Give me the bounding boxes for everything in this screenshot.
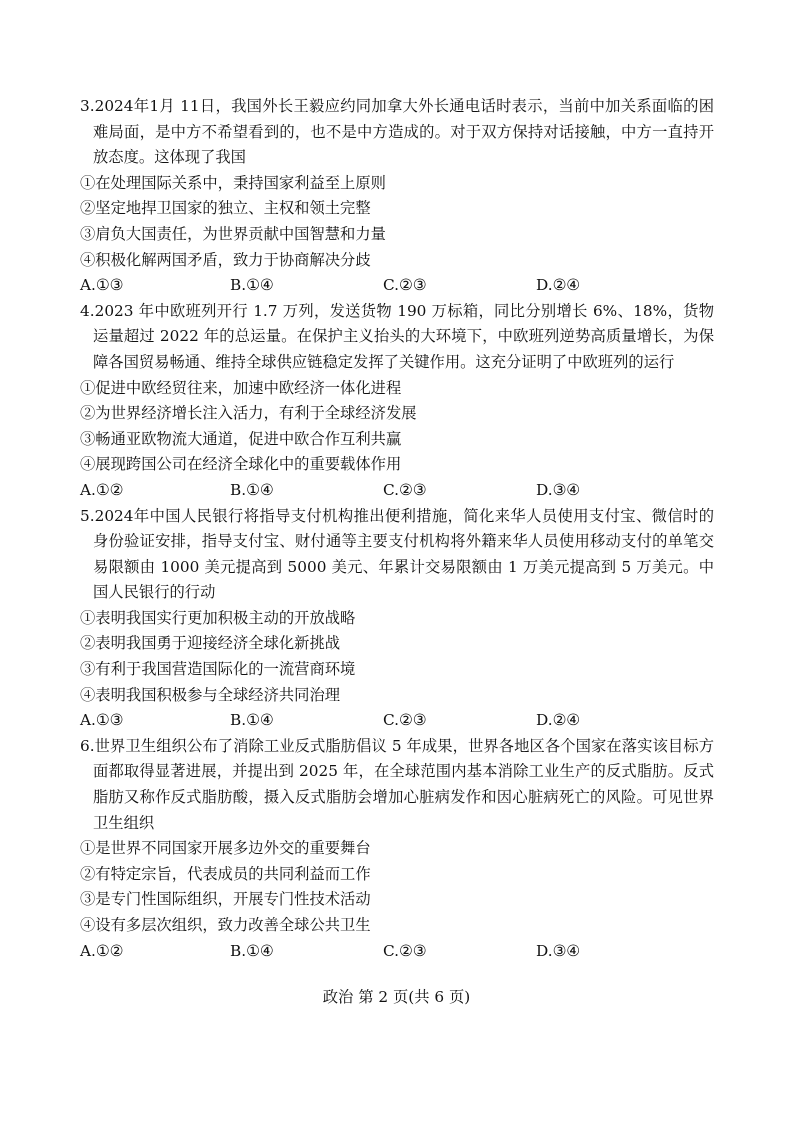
question-stem: 4.2023 年中欧班列开行 1.7 万列，发送货物 190 万标箱，同比分别增长 6%、18%，货物运量超过 2022 年的总运量。在保护主义抬头的大环境下，中欧班列逆势高质量增长，为保障各国贸易畅通、维持全球供应链稳定发挥了关键作用。这充分证明了中欧班列的运行	[80, 301, 714, 371]
statement: ③有利于我国营造国际化的一流营商环境	[80, 660, 356, 679]
question-stem: 5.2024年中国人民银行将指导支付机构推出便利措施，简化来华人员使用支付宝、微信时的身份验证安排，指导支付宝、财付通等主要支付机构将外籍来华人员使用移动支付的单笔交易限额由 1000 美元提高到 5000 美元、年累计交易限额由 1 万美元提高到 5 万美元。中国人民银行的行动	[80, 506, 714, 602]
option-d: D.②④	[536, 711, 581, 730]
question-3	[80, 94, 714, 299]
question-5	[80, 504, 714, 734]
statement: ①是世界不同国家开展多边外交的重要舞台	[80, 839, 371, 858]
option-c: C.②③	[383, 276, 427, 295]
option-b: B.①④	[230, 941, 274, 960]
statement: ④积极化解两国矛盾，致力于协商解决分歧	[80, 250, 371, 269]
option-b: B.①④	[230, 480, 274, 499]
option-d: D.②④	[536, 276, 581, 295]
statement: ①在处理国际关系中，秉持国家利益至上原则	[80, 173, 386, 192]
page-footer: 政治 第 2 页(共 6 页)	[322, 988, 471, 1006]
statement: ②有特定宗旨，代表成员的共同利益而工作	[80, 864, 371, 883]
statement: ②为世界经济增长注入活力，有利于全球经济发展	[80, 404, 417, 423]
option-c: C.②③	[383, 711, 427, 730]
question-list	[80, 94, 714, 964]
option-a: A.①③	[80, 711, 124, 730]
option-a: A.①②	[80, 480, 124, 499]
answer-options	[80, 478, 714, 504]
statement: ③肩负大国责任，为世界贡献中国智慧和力量	[80, 224, 386, 243]
statement: ①促进中欧经贸往来，加速中欧经济一体化进程	[80, 378, 402, 397]
option-b: B.①④	[230, 711, 274, 730]
statement: ④设有多层次组织，致力改善全球公共卫生	[80, 916, 371, 934]
answer-options	[80, 273, 714, 299]
answer-options	[80, 708, 714, 734]
question-stem: 6.世界卫生组织公布了消除工业反式脂肪倡议 5 年成果，世界各地区各个国家在落实该目标方面都取得显著进展，并提出到 2025 年，在全球范围内基本消除工业生产的反式脂肪。反式脂肪又称作反式脂肪酸，摄入反式脂肪会增加心脏病发作和因心脏病死亡的风险。可见世界卫生组织	[80, 736, 714, 832]
question-6	[80, 734, 714, 964]
option-a: A.①②	[80, 941, 124, 960]
option-d: D.③④	[536, 480, 581, 499]
option-d: D.③④	[536, 941, 581, 960]
statement: ①表明我国实行更加积极主动的开放战略	[80, 608, 356, 627]
option-b: B.①④	[230, 276, 274, 295]
statement: ④展现跨国公司在经济全球化中的重要载体作用	[80, 455, 402, 474]
option-a: A.①③	[80, 276, 124, 295]
option-c: C.②③	[383, 941, 427, 960]
statement: ②表明我国勇于迎接经济全球化新挑战	[80, 634, 341, 653]
statement: ③是专门性国际组织，开展专门性技术活动	[80, 890, 371, 909]
question-4	[80, 299, 714, 504]
answer-options	[80, 939, 714, 965]
statement: ②坚定地捍卫国家的独立、主权和领土完整	[80, 199, 371, 218]
question-stem: 3.2024年1月 11日，我国外长王毅应约同加拿大外长通电话时表示，当前中加关系面临的困难局面，是中方不希望看到的，也不是中方造成的。对于双方保持对话接触，中方一直持开放态度。这体现了我国	[80, 97, 714, 167]
statement: ④表明我国积极参与全球经济共同治理	[80, 685, 341, 704]
statement: ③畅通亚欧物流大通道，促进中欧合作互利共赢	[80, 429, 402, 448]
option-c: C.②③	[383, 480, 427, 499]
